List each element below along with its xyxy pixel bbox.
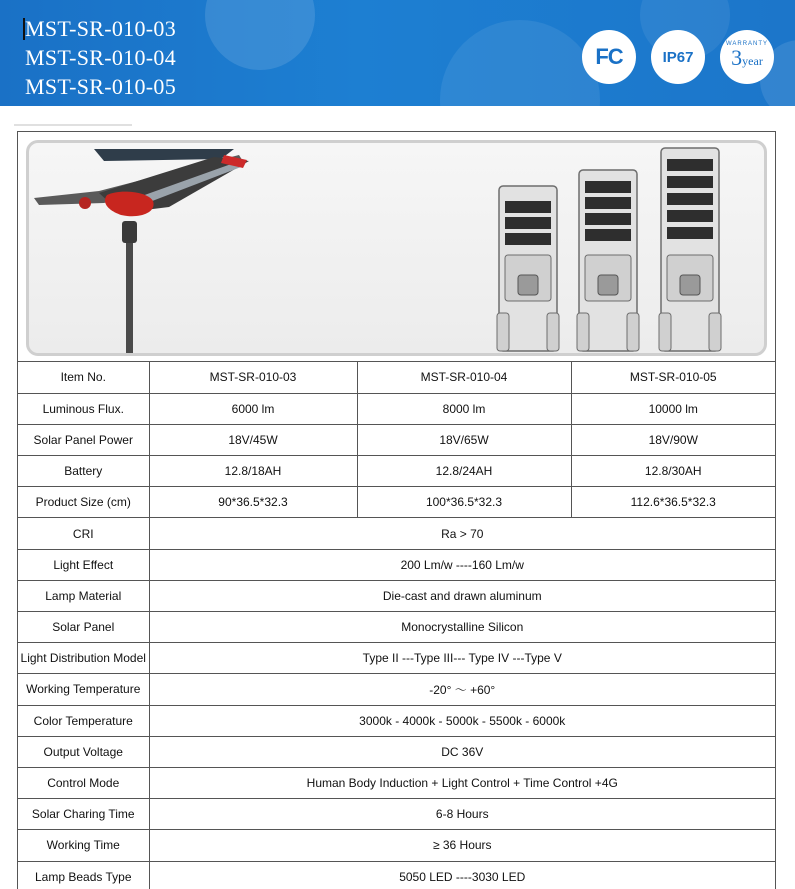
model-header: MST-SR-010-05 bbox=[571, 362, 775, 393]
table-row bbox=[18, 705, 775, 736]
model-title: MST-SR-010-05 bbox=[25, 74, 177, 99]
table-row bbox=[18, 736, 775, 767]
text-cursor bbox=[23, 18, 25, 40]
ip67-rating-badge bbox=[651, 30, 705, 84]
decorative-bubble bbox=[205, 0, 315, 70]
table-cell: 8000 lm bbox=[357, 393, 571, 424]
warranty-unit: year bbox=[742, 53, 763, 68]
row-label: Lamp Material bbox=[18, 580, 149, 611]
table-row bbox=[18, 580, 775, 611]
warranty-badge bbox=[720, 30, 774, 84]
fc-badge-label: FC bbox=[595, 44, 623, 69]
table-cell: 90*36.5*32.3 bbox=[149, 487, 357, 518]
divider bbox=[14, 124, 132, 126]
table-cell: 112.6*36.5*32.3 bbox=[571, 487, 775, 518]
fixture-5-modules bbox=[659, 148, 721, 351]
row-label: Output Voltage bbox=[18, 736, 149, 767]
table-row bbox=[18, 830, 775, 861]
street-light-illustration bbox=[29, 143, 764, 353]
table-cell: 6-8 Hours bbox=[149, 799, 775, 830]
row-label: Item No. bbox=[18, 362, 149, 393]
table-cell: Ra > 70 bbox=[149, 518, 775, 549]
row-label: CRI bbox=[18, 518, 149, 549]
table-cell: -20° ～ +60° bbox=[149, 674, 775, 705]
sensor-cap bbox=[79, 197, 91, 209]
table-cell: ≥ 36 Hours bbox=[149, 830, 775, 861]
specification-table bbox=[18, 362, 775, 889]
product-photo-cell bbox=[18, 132, 775, 362]
row-label: Color Temperature bbox=[18, 705, 149, 736]
table-row bbox=[18, 518, 775, 549]
model-header: MST-SR-010-03 bbox=[149, 362, 357, 393]
table-row bbox=[18, 674, 775, 705]
decorative-bubble bbox=[440, 20, 600, 106]
table-cell: 12.8/24AH bbox=[357, 456, 571, 487]
row-label: Product Size (cm) bbox=[18, 487, 149, 518]
row-label: Lamp Beads Type bbox=[18, 861, 149, 889]
pole-bracket bbox=[122, 221, 137, 243]
warranty-top-text: WARRANTY bbox=[725, 40, 769, 47]
table-cell: 6000 lm bbox=[149, 393, 357, 424]
table-cell: Human Body Induction + Light Control + Time Control +4G bbox=[149, 767, 775, 798]
table-cell: 18V/65W bbox=[357, 424, 571, 455]
table-cell: 12.8/18AH bbox=[149, 456, 357, 487]
table-row bbox=[18, 861, 775, 889]
row-label: Control Mode bbox=[18, 767, 149, 798]
fixture-3-modules bbox=[497, 186, 559, 351]
table-row bbox=[18, 643, 775, 674]
spec-sheet bbox=[17, 131, 776, 889]
table-cell: 18V/45W bbox=[149, 424, 357, 455]
row-label: Luminous Flux. bbox=[18, 393, 149, 424]
row-label: Light Distribution Model bbox=[18, 643, 149, 674]
fixture-4-modules bbox=[577, 170, 639, 351]
lamp-pole bbox=[126, 238, 133, 353]
table-row bbox=[18, 424, 775, 455]
fc-certification-badge bbox=[582, 30, 636, 84]
warranty-years: 3 bbox=[731, 44, 743, 70]
table-row bbox=[18, 456, 775, 487]
table-row bbox=[18, 799, 775, 830]
product-photo-frame bbox=[26, 140, 767, 356]
table-cell: DC 36V bbox=[149, 736, 775, 767]
table-row bbox=[18, 362, 775, 393]
model-title: MST-SR-010-04 bbox=[25, 45, 177, 70]
table-row bbox=[18, 487, 775, 518]
table-cell: Die-cast and drawn aluminum bbox=[149, 580, 775, 611]
row-label: Working Temperature bbox=[18, 674, 149, 705]
table-cell: 3000k - 4000k - 5000k - 5500k - 6000k bbox=[149, 705, 775, 736]
row-label: Light Effect bbox=[18, 549, 149, 580]
table-cell: 5050 LED ----3030 LED bbox=[149, 861, 775, 889]
table-cell: 100*36.5*32.3 bbox=[357, 487, 571, 518]
table-cell: 12.8/30AH bbox=[571, 456, 775, 487]
table-row bbox=[18, 767, 775, 798]
model-title: MST-SR-010-03 bbox=[25, 16, 177, 41]
row-label: Working Time bbox=[18, 830, 149, 861]
row-label: Solar Panel Power bbox=[18, 424, 149, 455]
table-row bbox=[18, 612, 775, 643]
table-cell: 200 Lm/w ----160 Lm/w bbox=[149, 549, 775, 580]
row-label: Battery bbox=[18, 456, 149, 487]
table-row bbox=[18, 549, 775, 580]
table-cell: Type II ---Type III--- Type IV ---Type V bbox=[149, 643, 775, 674]
model-header: MST-SR-010-04 bbox=[357, 362, 571, 393]
model-title-list bbox=[25, 14, 176, 101]
table-row bbox=[18, 393, 775, 424]
table-cell: Monocrystalline Silicon bbox=[149, 612, 775, 643]
row-label: Solar Panel bbox=[18, 612, 149, 643]
table-cell: 18V/90W bbox=[571, 424, 775, 455]
ip-badge-label: IP67 bbox=[662, 48, 694, 66]
row-label: Solar Charing Time bbox=[18, 799, 149, 830]
table-cell: 10000 lm bbox=[571, 393, 775, 424]
header-banner bbox=[0, 0, 795, 106]
